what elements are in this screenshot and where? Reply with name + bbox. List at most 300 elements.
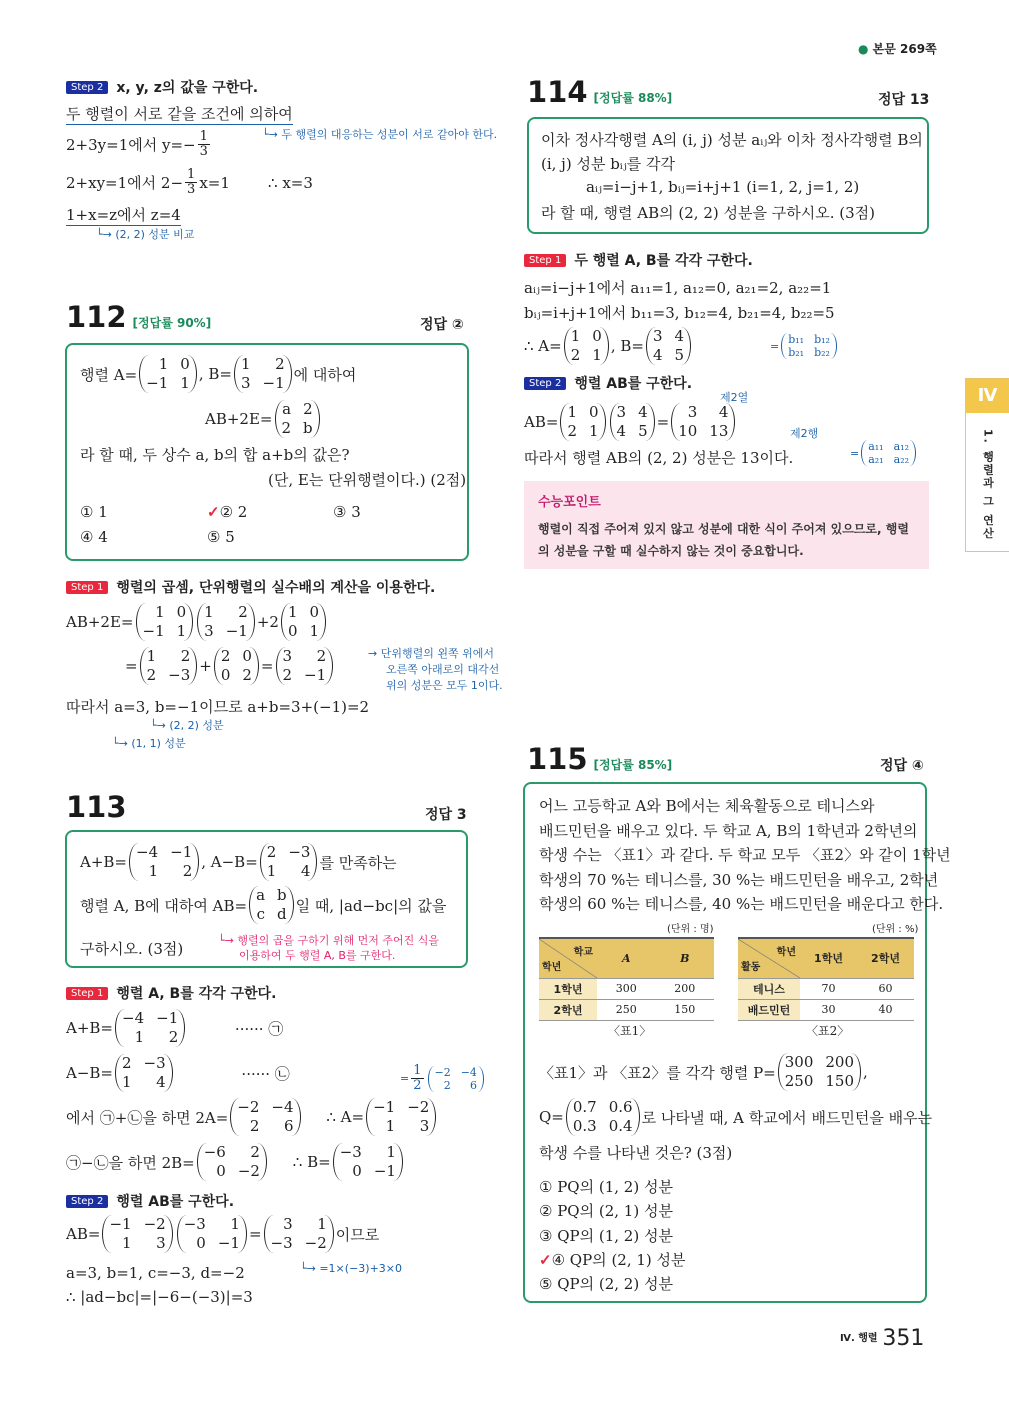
- annotation: └→ (1, 1) 성분: [112, 737, 186, 750]
- step-badge: Step 1: [66, 987, 108, 1000]
- column-label: 제2열: [720, 391, 749, 404]
- check-mark-icon: ✓: [539, 1250, 552, 1269]
- matrix-entry: b₂₁: [788, 346, 805, 359]
- matrix: [249, 886, 294, 924]
- problem-paragraph: [539, 794, 951, 917]
- cell: 150: [656, 999, 715, 1020]
- equation-text: ∴ A=: [524, 337, 562, 355]
- annotation-equation: [400, 1064, 486, 1093]
- matrix-entry: 0: [196, 1234, 206, 1252]
- equation-text: =: [260, 657, 274, 675]
- matrix: [129, 843, 199, 881]
- q113-step2: [66, 1191, 234, 1211]
- footer-chapter: Ⅳ. 행렬: [840, 1333, 878, 1344]
- chapter-roman: Ⅳ: [966, 379, 1009, 413]
- equation-text: AB=: [524, 413, 559, 431]
- matrix-entry: 1: [570, 327, 581, 345]
- matrix-entry: 0: [220, 666, 231, 684]
- matrix-entry: a₁₂: [893, 440, 909, 453]
- matrix-entry: 1: [385, 1117, 396, 1135]
- matrix-entry: −3: [339, 1143, 362, 1161]
- matrix-entry: −2: [434, 1065, 451, 1079]
- annotation: └→ 두 행렬의 대응하는 성분이 서로 같아야 한다.: [262, 128, 498, 141]
- matrix-entry: −1: [156, 1009, 179, 1027]
- equation-text: +2: [256, 613, 279, 631]
- matrix: [333, 1143, 403, 1181]
- matrix-entry: 1: [176, 622, 187, 640]
- row-header: 2학년: [539, 999, 597, 1020]
- matrix-entry: 2: [182, 862, 193, 880]
- matrix: [140, 647, 198, 685]
- q111-step2: [66, 77, 258, 97]
- equation-text: , B=: [610, 337, 644, 355]
- matrix: [778, 1053, 861, 1091]
- step-badge: Step 2: [66, 81, 108, 94]
- equation-text: , A−B=: [201, 853, 258, 871]
- matrix-entry: 1: [317, 1215, 327, 1233]
- equation-text: 행렬 A=: [80, 365, 138, 384]
- solution-line: aᵢⱼ=i−j+1에서 a₁₁=1, a₁₂=0, a₂₁=2, a₂₂=1: [524, 279, 832, 297]
- matrix: [197, 1143, 267, 1181]
- matrix-entry: 0: [180, 355, 190, 373]
- q114-step2: [524, 373, 692, 393]
- table2: [738, 937, 914, 1021]
- step-badge: Step 2: [66, 1195, 108, 1208]
- matrix-entry: 300: [784, 1053, 814, 1071]
- matrix-entry: −6: [203, 1143, 226, 1161]
- problem-line: 학생 수는 〈표1〉과 같다. 두 학교 모두 〈표2〉와 같이 1학년: [539, 846, 951, 864]
- matrix-entry: 1: [567, 403, 577, 421]
- equation-text: 에서 ㉠+㉡을 하면 2A=: [66, 1108, 229, 1127]
- matrix-entry: −1: [142, 622, 165, 640]
- q113-step1: [66, 983, 276, 1003]
- matrix-entry: 1: [134, 1028, 145, 1046]
- problem-text: 라 할 때, 행렬 AB의 (2, 2) 성분을 구하시오. (3점): [541, 204, 875, 222]
- equation: [205, 400, 322, 438]
- matrix-entry: −3: [288, 843, 311, 861]
- matrix: [197, 603, 255, 641]
- matrix-entry: 2: [443, 1078, 451, 1092]
- matrix-entry: d: [277, 905, 287, 923]
- problem-text: 이차 정사각행렬 A의 (i, j) 성분 aᵢⱼ와 이차 정사각행렬 B의: [541, 131, 923, 149]
- matrix-entry: −2: [143, 1215, 166, 1233]
- matrix-entry: 1: [287, 603, 298, 621]
- step-badge: Step 1: [524, 254, 566, 267]
- matrix: [566, 1098, 640, 1136]
- matrix-entry: −1: [262, 374, 285, 392]
- chapter-side-tab[interactable]: [965, 378, 1009, 552]
- matrix-entry: 1: [155, 603, 165, 621]
- matrix-entry: 2: [180, 647, 191, 665]
- question-number: 114: [527, 75, 588, 109]
- point-line: 행렬이 직접 주어져 있지 않고 성분에 대한 식이 주어져 있으므로, 행렬: [538, 522, 909, 536]
- equation-text: 2+3y=1에서 y=−: [66, 136, 196, 154]
- equation: [66, 1098, 438, 1136]
- numerator: 1: [413, 1063, 422, 1078]
- matrix-entry: 4: [638, 403, 648, 421]
- matrix-entry: b₁₂: [814, 333, 830, 346]
- matrix-entry: −2: [237, 1162, 260, 1180]
- corner-top: 학교: [573, 947, 593, 959]
- matrix-entry: 0: [588, 403, 599, 421]
- step-title: 두 행렬 A, B를 각각 구한다.: [574, 253, 753, 269]
- matrix-entry: 2: [316, 647, 327, 665]
- matrix-entry: 2: [122, 1054, 132, 1072]
- equation: [66, 130, 212, 159]
- choice-4[interactable]: [539, 1248, 686, 1272]
- circle-arrow-icon: ●: [858, 42, 869, 56]
- solution-line: ∴ |ad−bc|=|−6−(−3)|=3: [66, 1288, 253, 1306]
- matrix-entry: b: [303, 419, 313, 437]
- equation-text: 에 대하여: [293, 365, 357, 384]
- matrix-entry: 1: [122, 1234, 132, 1252]
- matrix-entry: 5: [638, 422, 648, 440]
- matrix-entry: −2: [407, 1098, 430, 1116]
- matrix: [230, 1098, 300, 1136]
- step-title: x, y, z의 값을 구한다.: [116, 80, 259, 96]
- note-line: 오른쪽 아래로의 대각선: [386, 663, 500, 676]
- matrix-entry: b₂₂: [814, 346, 830, 359]
- step-title: 행렬 AB를 구한다.: [574, 376, 693, 392]
- equation-text: A−B=: [66, 1064, 113, 1082]
- answer-label: 정답 ④: [880, 758, 924, 774]
- matrix-entry: 2: [146, 666, 157, 684]
- cell: 40: [857, 999, 914, 1020]
- equation: [80, 843, 397, 881]
- equation-text: 2+xy=1에서 2−: [66, 174, 184, 192]
- problem-line: 학생의 60 %는 테니스를, 40 %는 배드민턴을 배운다고 한다.: [539, 895, 944, 913]
- equation: [80, 355, 356, 393]
- matrix-entry: −1: [225, 622, 248, 640]
- matrix: [264, 1215, 334, 1253]
- choice-1[interactable]: ① 1: [80, 503, 108, 521]
- matrix-entry: 1: [148, 862, 159, 880]
- matrix: [214, 647, 259, 685]
- matrix: [139, 355, 197, 393]
- choice-3[interactable]: ③ 3: [333, 503, 361, 521]
- point-text: [538, 518, 915, 562]
- note-line: 이용하여 두 행렬 A, B를 구한다.: [239, 949, 396, 962]
- note-line: 위의 성분은 모두 1이다.: [386, 679, 503, 692]
- matrix-entry: 0: [287, 622, 298, 640]
- annotation-text: (1, 1) 성분: [131, 737, 186, 750]
- matrix-entry: 1: [386, 1143, 396, 1161]
- equation-text: 일 때, |ad−bc|의 값을: [295, 896, 447, 915]
- equation: [66, 1054, 290, 1092]
- q114-header: [527, 75, 672, 109]
- matrix-entry: 2: [242, 666, 252, 684]
- cell: 300: [597, 978, 656, 999]
- matrix-entry: 3: [616, 403, 627, 421]
- matrix-entry: 4: [674, 327, 685, 345]
- suneung-point-box: [524, 481, 929, 569]
- column-header: B: [656, 938, 715, 978]
- q112-step1: [66, 577, 435, 597]
- fraction: [198, 130, 210, 159]
- page-ref-text: 본문 269쪽: [872, 42, 937, 56]
- equation: [524, 327, 693, 365]
- equation-text: ∴ A=: [302, 1108, 365, 1126]
- matrix-entry: −4: [136, 843, 159, 861]
- equation-text: =: [770, 339, 780, 353]
- matrix-entry: 0.6: [608, 1098, 633, 1116]
- choice-3[interactable]: ③ QP의 (1, 2) 성분: [539, 1226, 673, 1245]
- equation: [539, 1053, 868, 1091]
- equation: [80, 886, 446, 924]
- matrix-entry: 1: [592, 346, 602, 364]
- choices: [539, 1175, 686, 1296]
- matrix-entry: 4: [300, 862, 311, 880]
- point-title: 수능포인트: [538, 495, 601, 510]
- matrix-entry: 1: [230, 1215, 240, 1233]
- matrix-entry: −2: [237, 1098, 260, 1116]
- row-header: 배드민턴: [738, 999, 800, 1020]
- solution-line: 따라서 행렬 AB의 (2, 2) 성분은 13이다.: [524, 449, 794, 467]
- matrix-entry: 2: [220, 647, 231, 665]
- choice-2[interactable]: [207, 503, 247, 521]
- matrix-entry: −4: [460, 1065, 477, 1079]
- answer-label: 정답 13: [878, 92, 930, 108]
- fraction: [185, 168, 197, 197]
- cell: 250: [597, 999, 656, 1020]
- cell: 200: [656, 978, 715, 999]
- equation: [66, 168, 313, 197]
- matrix-entry: 6: [469, 1078, 477, 1092]
- matrix-entry: 1: [122, 1073, 132, 1091]
- equation-text: =: [400, 1072, 410, 1085]
- point-line: 의 성분을 구할 때 실수하지 않는 것이 중요합니다.: [538, 544, 804, 558]
- annotation: └→ =1×(−3)+3×0: [300, 1262, 403, 1275]
- equation-text: AB+2E=: [66, 613, 134, 631]
- equation: [125, 647, 335, 685]
- choice-4[interactable]: ④ 4: [80, 528, 108, 546]
- equation: [524, 403, 737, 441]
- matrix-entry: −1: [170, 843, 193, 861]
- question-number: 113: [66, 790, 127, 824]
- matrix-entry: −1: [146, 374, 169, 392]
- equation-text: =: [248, 1225, 262, 1243]
- matrix-entry: 10: [678, 422, 698, 440]
- matrix-entry: 2: [570, 346, 581, 364]
- matrix-entry: 2: [249, 1117, 260, 1135]
- numerator: 1: [187, 167, 196, 182]
- matrix-entry: 2: [567, 422, 577, 440]
- denominator: 3: [199, 144, 208, 159]
- matrix-entry: 0.7: [572, 1098, 597, 1116]
- equation-text: 행렬 A, B에 대하여 AB=: [80, 896, 248, 915]
- equation: [66, 1009, 283, 1047]
- matrix: [564, 327, 609, 365]
- matrix: [610, 403, 655, 441]
- matrix-entry: −1: [109, 1215, 132, 1233]
- annotation-equation: [770, 333, 839, 359]
- matrix-entry: 3: [156, 1234, 166, 1252]
- annotation: └→ (2, 2) 성분 비교: [96, 228, 195, 241]
- equation-text: Q=: [539, 1108, 564, 1126]
- corner-cell: [738, 938, 800, 978]
- denominator: 2: [413, 1078, 422, 1093]
- matrix-entry: 2: [303, 400, 313, 418]
- correct-rate: [정답률 85%]: [593, 758, 673, 772]
- matrix-entry: −3: [168, 666, 191, 684]
- annotation: └→ (2, 2) 성분: [150, 719, 224, 732]
- matrix-entry: a: [282, 400, 292, 418]
- matrix: [115, 1009, 185, 1047]
- answer-label: 정답 ②: [420, 317, 464, 333]
- equation: [539, 1098, 932, 1136]
- equation-text: =: [850, 446, 860, 460]
- matrix: [560, 403, 605, 441]
- table2-unit: (단위 : %): [872, 924, 919, 935]
- check-mark-icon: ✓: [207, 503, 220, 521]
- choice-5[interactable]: ⑤ 5: [207, 528, 235, 546]
- annotation-text: (2, 2) 성분: [169, 719, 224, 732]
- matrix: [115, 1054, 173, 1092]
- matrix-entry: a₂₂: [893, 453, 909, 466]
- equation-text: 〈표1〉과 〈표2〉를 각각 행렬 P=: [539, 1063, 776, 1082]
- equation-text: AB=: [66, 1225, 101, 1243]
- matrix-entry: 1: [204, 603, 214, 621]
- choice-2[interactable]: ② PQ의 (2, 1) 성분: [539, 1202, 673, 1221]
- matrix-entry: 2: [266, 843, 277, 861]
- matrix: [671, 403, 735, 441]
- matrix-entry: 250: [784, 1072, 814, 1090]
- matrix-entry: 1: [240, 355, 251, 373]
- solution-line: 두 행렬이 서로 같을 조건에 의하여: [66, 105, 293, 123]
- problem-line: 배드민턴을 배우고 있다. 두 학교 A, B의 1학년과 2학년의: [539, 821, 918, 840]
- problem-text: (단, E는 단위행렬이다.) (2점): [268, 471, 467, 489]
- equation-text: ······ ㉠: [187, 1019, 284, 1038]
- matrix: [428, 1066, 484, 1092]
- matrix-entry: 0: [592, 327, 602, 345]
- equation-text: A+B=: [66, 1019, 113, 1037]
- matrix-entry: 4: [156, 1073, 166, 1091]
- matrix-entry: 3: [687, 403, 698, 421]
- equation-text: +: [199, 657, 212, 675]
- matrix-entry: a₁₁: [868, 440, 884, 453]
- table1-unit: (단위 : 명): [667, 924, 714, 935]
- matrix-entry: 0: [242, 647, 252, 665]
- matrix: [177, 1215, 247, 1253]
- matrix-entry: 0.3: [572, 1117, 597, 1135]
- corner-bottom: 학년: [542, 962, 562, 974]
- matrix-entry: −3: [143, 1054, 166, 1072]
- matrix-entry: 1: [266, 862, 277, 880]
- denominator: 3: [187, 182, 196, 197]
- equation-text: AB+2E=: [205, 410, 273, 428]
- matrix-entry: 2: [281, 419, 292, 437]
- choice-1[interactable]: ① PQ의 (1, 2) 성분: [539, 1178, 673, 1196]
- matrix-entry: 1: [158, 355, 169, 373]
- footer: [840, 1326, 924, 1351]
- equation-text: ∴ B=: [268, 1153, 331, 1171]
- cell: 60: [857, 978, 914, 999]
- step-title: 행렬의 곱셈, 단위행렬의 실수배의 계산을 이용한다.: [116, 580, 436, 596]
- matrix-entry: 2: [250, 1143, 260, 1161]
- q113-header: [66, 790, 127, 824]
- problem-text: 구하시오. (3점): [80, 940, 184, 958]
- matrix-entry: 5: [674, 346, 685, 364]
- matrix: [781, 333, 837, 359]
- equation-text: ······ ㉡: [174, 1064, 290, 1083]
- annotation-text: 두 행렬의 대응하는 성분이 서로 같아야 한다.: [281, 128, 498, 141]
- q114-step1: [524, 250, 753, 270]
- row-header: 테니스: [738, 978, 800, 999]
- problem-text: 라 할 때, 두 상수 a, b의 합 a+b의 값은?: [80, 446, 350, 464]
- numerator: 1: [199, 129, 208, 144]
- equation-text: 를 만족하는: [319, 853, 397, 872]
- matrix-entry: 3: [652, 327, 663, 345]
- table2-caption: 〈표2〉: [806, 1024, 850, 1038]
- identity-note: → 단위행렬의 왼쪽 위에서 오른쪽 아래로의 대각선 위의 성분은 모두 1이다.: [368, 647, 503, 692]
- matrix-entry: 0: [216, 1162, 226, 1180]
- step-badge: Step 1: [66, 581, 108, 594]
- annotation-text: =1×(−3)+3×0: [319, 1262, 403, 1275]
- solution-line: bᵢⱼ=i+j+1에서 b₁₁=3, b₁₂=4, b₂₁=4, b₂₂=5: [524, 304, 835, 322]
- matrix-entry: 4: [718, 403, 729, 421]
- step-title: 행렬 AB를 구한다.: [116, 1194, 235, 1210]
- matrix-entry: 2: [168, 1028, 179, 1046]
- table1: [539, 937, 714, 1021]
- hint-note: └→ 행렬의 곱을 구하기 위해 먼저 주어진 식을 이용하여 두 행렬 A, B를 구한다.: [218, 934, 439, 962]
- problem-text: aᵢⱼ=i−j+1, bᵢⱼ=i+j+1 (i=1, 2, j=1, 2): [586, 178, 860, 196]
- correct-rate: [정답률 90%]: [132, 316, 212, 330]
- equation-text: , B=: [198, 365, 232, 383]
- row-header: 1학년: [539, 978, 597, 999]
- matrix-entry: 200: [825, 1053, 855, 1071]
- matrix-entry: 1: [180, 374, 190, 392]
- choice-text: ② 2: [219, 503, 248, 521]
- matrix: [366, 1098, 436, 1136]
- matrix-entry: −4: [122, 1009, 145, 1027]
- solution-line: a=3, b=1, c=−3, d=−2: [66, 1264, 245, 1282]
- matrix-entry: 4: [616, 422, 627, 440]
- problem-text: 학생 수를 나타낸 것은? (3점): [539, 1144, 733, 1162]
- matrix: [861, 440, 916, 466]
- matrix-entry: 2: [282, 666, 293, 684]
- row-label: 제2행: [790, 427, 819, 440]
- cell: 70: [800, 978, 857, 999]
- matrix-entry: 3: [204, 622, 214, 640]
- matrix: [281, 603, 326, 641]
- matrix-entry: 150: [825, 1072, 855, 1090]
- matrix-entry: 13: [709, 422, 729, 440]
- step-badge: Step 2: [524, 377, 566, 390]
- matrix-entry: 2: [275, 355, 285, 373]
- matrix-entry: −4: [271, 1098, 294, 1116]
- matrix-entry: 6: [283, 1117, 294, 1135]
- matrix: [136, 603, 194, 641]
- page-reference: [858, 40, 937, 57]
- choice-5[interactable]: ⑤ QP의 (2, 2) 성분: [539, 1275, 673, 1294]
- matrix-entry: −1: [217, 1234, 240, 1252]
- matrix-entry: 0: [352, 1162, 362, 1180]
- corner-bottom: 활동: [741, 962, 761, 974]
- equation: [66, 204, 181, 226]
- matrix-entry: 2: [238, 603, 248, 621]
- q112-header: [66, 300, 211, 334]
- page-number: 351: [882, 1326, 925, 1351]
- matrix-entry: b: [277, 886, 287, 904]
- corner-top: 학년: [776, 947, 796, 959]
- equation-text: =: [125, 657, 138, 675]
- matrix-entry: 3: [240, 374, 251, 392]
- equation-text: x=1 ∴ x=3: [199, 173, 313, 192]
- matrix: [102, 1215, 172, 1253]
- question-number: 112: [66, 300, 127, 334]
- corner-cell: [539, 938, 597, 978]
- matrix: [275, 400, 320, 438]
